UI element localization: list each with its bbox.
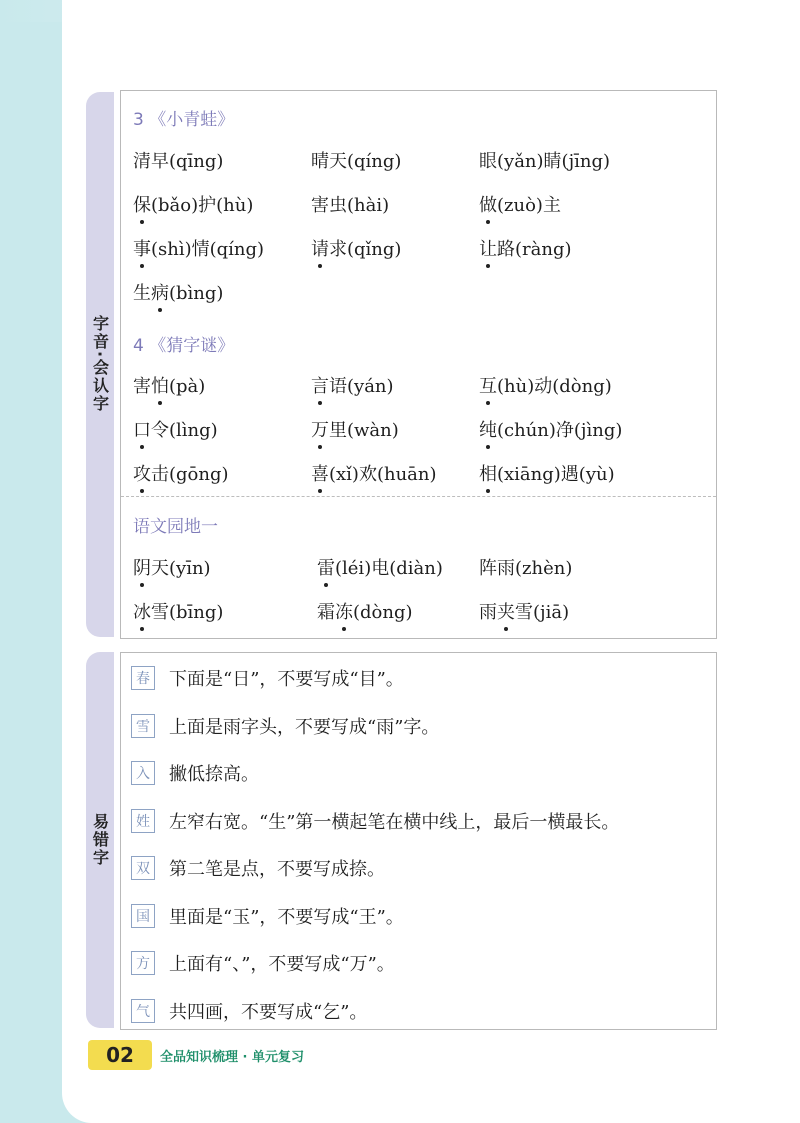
word-pinyin: 路(ràng) (497, 239, 572, 260)
error-char-note: 共四画，不要写成“乞”。 (169, 1001, 368, 1023)
footer-subtitle: 单元复习 (252, 1050, 305, 1065)
dotted-char: 冰 (133, 598, 151, 624)
word-pinyin: (xǐ)欢(huān) (329, 464, 437, 485)
error-char-box: 姓 (131, 809, 155, 833)
error-char-item (131, 853, 385, 883)
footer-title (160, 1046, 304, 1065)
word-part: 霜 (317, 602, 335, 623)
section-tab-pronunciation (86, 92, 114, 637)
word-pinyin: (léi)电(diàn) (335, 558, 443, 579)
word-part: 清 (133, 151, 151, 172)
vocab-word (133, 235, 264, 261)
dotted-char: 纯 (479, 416, 497, 442)
vocab-row (133, 191, 708, 221)
word-pinyin: (bǎo)护(hù) (151, 195, 254, 216)
word-part: 阵 (479, 558, 497, 579)
word-pinyin: 早(qīng) (151, 151, 224, 172)
word-pinyin: 令(lìng) (151, 420, 218, 441)
dotted-char: 怕 (151, 372, 169, 398)
error-char-box: 双 (131, 856, 155, 880)
lesson-title: 3 《小青蛙》 (133, 110, 235, 130)
dotted-char: 喜 (311, 460, 329, 486)
vocab-word (479, 191, 561, 217)
vocab-row (133, 372, 708, 402)
lesson-title: 语文园地一 (133, 517, 218, 537)
dotted-char: 口 (133, 416, 151, 442)
vocab-word (479, 460, 615, 486)
error-char-item (131, 711, 439, 741)
vocab-word (311, 460, 437, 486)
word-pinyin: (xiāng)遇(yù) (497, 464, 615, 485)
dotted-char: 万 (311, 416, 329, 442)
word-pinyin: (chún)净(jìng) (497, 420, 623, 441)
vocab-word (133, 460, 229, 486)
dotted-char: 攻 (133, 460, 151, 486)
vocab-row (133, 598, 708, 628)
error-char-note: 撇低捺高。 (169, 764, 259, 785)
word-pinyin: 里(wàn) (329, 420, 399, 441)
error-char-note: 下面是“日”，不要写成“目”。 (169, 669, 404, 690)
section-tab-label: 字音·会认字 (90, 315, 110, 414)
vocab-row (133, 235, 708, 265)
error-char-item (131, 663, 404, 693)
section-tab-label: 易错字 (90, 813, 110, 867)
word-pinyin: 求(qǐng) (329, 239, 402, 260)
section-divider (121, 496, 716, 497)
error-char-box: 方 (131, 951, 155, 975)
error-chars-box (120, 652, 717, 1030)
error-char-item (131, 901, 404, 931)
dotted-char: 互 (479, 372, 497, 398)
dotted-char: 病 (151, 279, 169, 305)
word-pinyin: (shì)情(qíng) (151, 239, 265, 260)
vocab-word (479, 598, 569, 624)
vocab-word (479, 554, 572, 580)
vocab-word (133, 554, 211, 580)
error-char-note: 左窄右宽。“生”第一横起笔在横中线上，最后一横最长。 (169, 811, 620, 833)
page-number: 02 (88, 1040, 152, 1070)
error-char-box: 春 (131, 666, 155, 690)
lesson-title: 4 《猜字谜》 (133, 336, 235, 356)
vocab-word (479, 147, 610, 173)
dotted-char: 言 (311, 372, 329, 398)
error-char-box: 气 (131, 999, 155, 1023)
word-part: 眼(yǎn) (479, 151, 544, 172)
footer-separator: · (242, 1050, 253, 1065)
section-tab-errors (86, 652, 114, 1028)
vocab-word (311, 191, 389, 217)
word-pinyin: 天(yīn) (151, 558, 211, 579)
vocab-row (133, 279, 708, 309)
error-char-box: 雪 (131, 714, 155, 738)
dotted-char: 事 (133, 235, 151, 261)
vocab-word (317, 598, 413, 624)
word-pinyin: 击(gōng) (151, 464, 229, 485)
word-part: 害 (311, 195, 329, 216)
dotted-char: 冻 (335, 598, 353, 624)
word-part: 雨 (479, 602, 497, 623)
dotted-char: 阴 (133, 554, 151, 580)
vocab-word (133, 598, 223, 624)
vocab-word (311, 416, 399, 442)
error-char-note: 上面有“、”，不要写成“万”。 (169, 954, 395, 975)
dotted-char: 让 (479, 235, 497, 261)
vocab-word (133, 416, 218, 442)
vocab-word (317, 554, 443, 580)
word-pinyin: 虫(hài) (329, 195, 390, 216)
word-part: 晴 (311, 151, 329, 172)
error-char-item (131, 758, 259, 788)
word-pinyin: 雪(jiā) (515, 602, 570, 623)
word-pinyin: (zuò)主 (497, 195, 561, 216)
dotted-char: 雷 (317, 554, 335, 580)
vocab-word (133, 191, 253, 217)
word-pinyin: 雪(bīng) (151, 602, 224, 623)
error-char-note: 上面是雨字头，不要写成“雨”字。 (169, 716, 440, 738)
dotted-char: 做 (479, 191, 497, 217)
vocab-row (133, 460, 708, 490)
vocab-word (311, 235, 401, 261)
vocab-row (133, 416, 708, 446)
dotted-char: 请 (311, 235, 329, 261)
error-char-box: 国 (131, 904, 155, 928)
word-pinyin: 语(yán) (329, 376, 394, 397)
dotted-char: 保 (133, 191, 151, 217)
vocab-word (133, 279, 223, 305)
pronunciation-box (120, 90, 717, 639)
word-pinyin: (dòng) (353, 602, 413, 623)
vocab-word (479, 416, 622, 442)
dotted-char: 夹 (497, 598, 515, 624)
error-char-item (131, 806, 619, 836)
error-char-item (131, 948, 395, 978)
vocab-row (133, 147, 708, 177)
vocab-word (479, 235, 572, 261)
footer-title-main: 全品知识梳理 (160, 1050, 239, 1065)
word-pinyin: (bìng) (169, 283, 224, 304)
vocab-word (133, 147, 223, 173)
word-pinyin: 雨(zhèn) (497, 558, 573, 579)
word-part: 害 (133, 376, 151, 397)
vocab-row (133, 554, 708, 584)
error-char-note: 里面是“玉”，不要写成“王”。 (169, 906, 404, 928)
vocab-word (133, 372, 205, 398)
word-pinyin: (pà) (169, 376, 206, 397)
word-part: 生 (133, 283, 151, 304)
error-char-item (131, 996, 367, 1026)
word-pinyin: 天(qíng) (329, 151, 402, 172)
error-char-box: 入 (131, 761, 155, 785)
vocab-word (479, 372, 612, 398)
vocab-word (311, 372, 394, 398)
dotted-char: 相 (479, 460, 497, 486)
word-pinyin: 睛(jīng) (543, 151, 611, 172)
word-pinyin: (hù)动(dòng) (497, 376, 612, 397)
vocab-word (311, 147, 401, 173)
error-char-note: 第二笔是点，不要写成捺。 (169, 859, 385, 880)
